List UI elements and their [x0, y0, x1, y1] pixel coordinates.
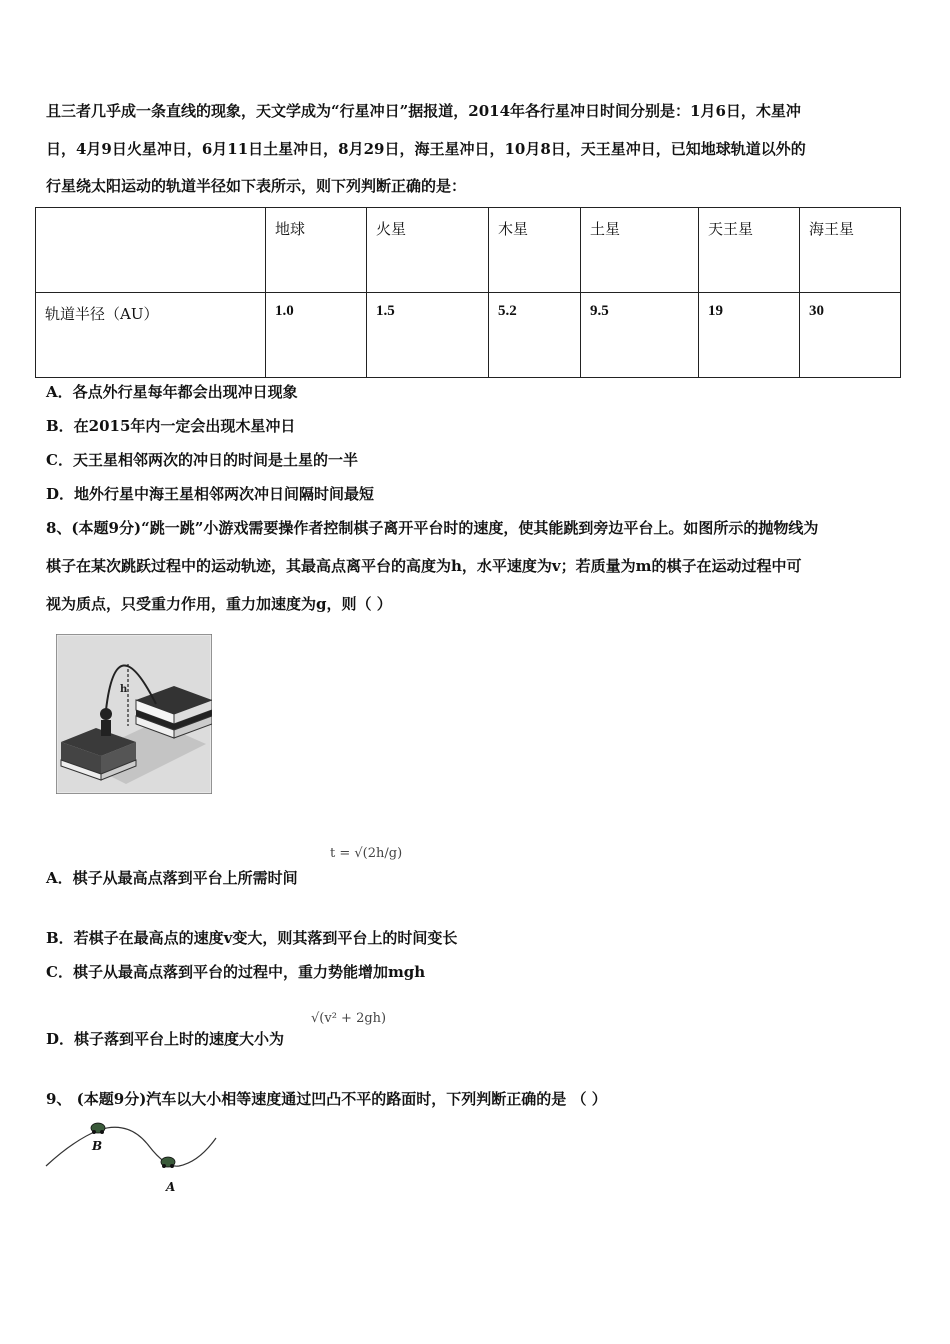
label-b: B [92, 1139, 103, 1153]
formula-d: √(v² + 2gh) [311, 1011, 387, 1026]
radius-value: 1.0 [266, 293, 367, 378]
table-row [36, 293, 901, 378]
q8-option-c: C．棋子从最高点落到平台的过程中，重力势能增加mgh [46, 963, 426, 981]
q7-option-c: C．天王星相邻两次的冲日的时间是土星的一半 [46, 451, 358, 469]
radius-value: 30 [800, 293, 901, 378]
planet-header: 木星 [489, 208, 581, 293]
radius-value: 19 [699, 293, 800, 378]
radius-value: 9.5 [581, 293, 699, 378]
intro-line-3: 行星绕太阳运动的轨道半径如下表所示，则下列判断正确的是： [46, 177, 467, 195]
q8-option-d: D．棋子落到平台上时的速度大小为 [46, 1030, 285, 1048]
label-a: A [166, 1180, 176, 1194]
planet-header: 火星 [367, 208, 489, 293]
intro-line-2: 日，4月9日火星冲日，6月11日土星冲日，8月29日，海王星冲日，10月8日，天王星冲日，已知地球轨道以外的 [46, 140, 806, 158]
jump-game-figure [56, 634, 212, 794]
planet-header: 土星 [581, 208, 699, 293]
radius-value: 1.5 [367, 293, 489, 378]
q8-line-1: 8、(本题9分)“跳一跳”小游戏需要操作者控制棋子离开平台时的速度，使其能跳到旁边平台上。如图所示的抛物线为 [46, 519, 819, 537]
q9-stem: 9、 (本题9分)汽车以大小相等速度通过凹凸不平的路面时，下列判断正确的是 （ ） [46, 1090, 607, 1108]
q8-option-b: B．若棋子在最高点的速度v变大，则其落到平台上的时间变长 [46, 929, 458, 947]
q8-line-3: 视为质点，只受重力作用，重力加速度为g，则（ ） [46, 595, 392, 613]
q7-option-b: B．在2015年内一定会出现木星冲日 [46, 417, 296, 435]
intro-line-1: 且三者几乎成一条直线的现象，天文学成为“行星冲日”据报道，2014年各行星冲日时间分别是：1月6日，木星冲 [46, 102, 801, 120]
formula-a: t = √(2h/g) [330, 846, 403, 861]
planet-header: 地球 [266, 208, 367, 293]
radius-value: 5.2 [489, 293, 581, 378]
planet-header: 海王星 [800, 208, 901, 293]
table-corner-cell [36, 208, 266, 293]
q7-option-d: D．地外行星中海王星相邻两次冲日间隔时间最短 [46, 485, 375, 503]
planet-header: 天王星 [699, 208, 800, 293]
road-figure [44, 1118, 218, 1196]
q7-option-a: A．各点外行星每年都会出现冲日现象 [46, 383, 298, 401]
q8-option-a: A．棋子从最高点落到平台上所需时间 [46, 869, 298, 887]
orbit-radius-table [35, 207, 901, 378]
q8-line-2: 棋子在某次跳跃过程中的运动轨迹，其最高点离平台的高度为h，水平速度为v；若质量为m的棋子在运动过程中可 [46, 557, 802, 575]
table-header-row [36, 208, 901, 293]
row-label: 轨道半径（AU） [36, 293, 266, 378]
height-label: h [120, 684, 128, 695]
